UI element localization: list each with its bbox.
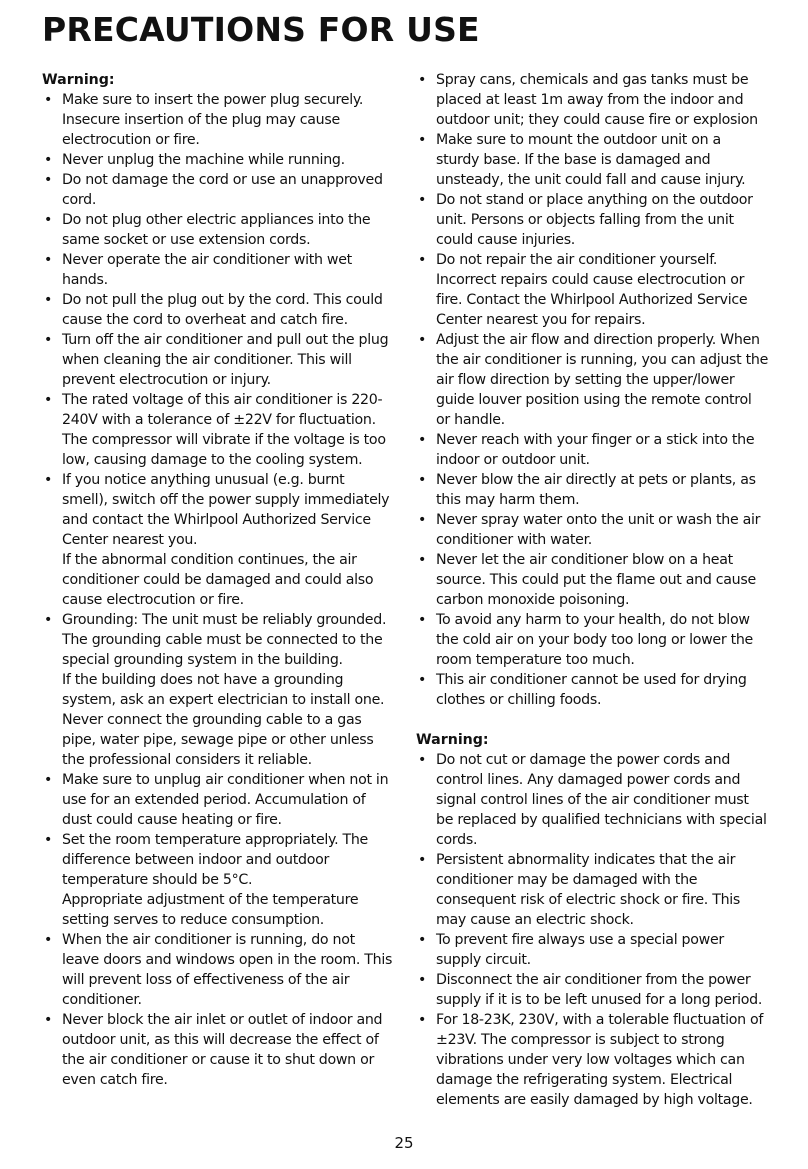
list-item: • Make sure to unplug air conditioner when not in use for an extended period. Accumulation of dust could cause heating or fire. bbox=[42, 770, 394, 830]
list-item: • Do not stand or place anything on the outdoor unit. Persons or objects falling from the unit could cause injuries. bbox=[416, 190, 768, 250]
warning-heading: Warning: bbox=[42, 72, 115, 88]
page-number: 25 bbox=[394, 1134, 414, 1152]
list-item: • Do not repair the air conditioner yourself. Incorrect repairs could cause electrocution or fire. Contact the Whirlpool Authorized Service Center nearest you for repairs. bbox=[416, 250, 768, 330]
list-item: • Adjust the air flow and direction properly. When the air conditioner is running, you can adjust the air flow direction by setting the upper/lower guide louver position using the remote control or handle. bbox=[416, 330, 768, 430]
list-item: • Make sure to insert the power plug securely. Insecure insertion of the plug may cause electrocution or fire. bbox=[42, 90, 394, 150]
list-item: • Set the room temperature appropriately. The difference between indoor and outdoor temperature should be 5°C. Appropriate adjustment of the temperature setting serves to reduce consumption. bbox=[42, 830, 394, 930]
list-item: • Never reach with your finger or a stick into the indoor or outdoor unit. bbox=[416, 430, 768, 470]
list-item: • Spray cans, chemicals and gas tanks must be placed at least 1m away from the indoor and outdoor unit; they could cause fire or explosion bbox=[416, 70, 768, 130]
list-item: • Persistent abnormality indicates that the air conditioner may be damaged with the consequent risk of electric shock or fire. This may cause an electric shock. bbox=[416, 850, 768, 930]
list-item: • For 18-23K, 230V, with a tolerable fluctuation of ±23V. The compressor is subject to strong vibrations under very low voltages which can damage the refrigerating system. Electrical elements are easily damaged by high voltage. bbox=[416, 1010, 768, 1110]
right-column bbox=[416, 70, 768, 1110]
list-item: • Do not pull the plug out by the cord. This could cause the cord to overheat and catch fire. bbox=[42, 290, 394, 330]
list-item: • To prevent fire always use a special power supply circuit. bbox=[416, 930, 768, 970]
list-item: • The rated voltage of this air conditioner is 220-240V with a tolerance of ±22V for fluctuation. The compressor will vibrate if the voltage is too low, causing damage to the cooling system. bbox=[42, 390, 394, 470]
list-item: • Make sure to mount the outdoor unit on a sturdy base. If the base is damaged and unsteady, the unit could fall and cause injury. bbox=[416, 130, 768, 190]
warning-heading: Warning: bbox=[416, 732, 489, 748]
list-item: • When the air conditioner is running, do not leave doors and windows open in the room. This will prevent loss of effectiveness of the air conditioner. bbox=[42, 930, 394, 1010]
list-item: • Never block the air inlet or outlet of indoor and outdoor unit, as this will decrease the effect of the air conditioner or cause it to shut down or even catch fire. bbox=[42, 1010, 394, 1090]
warning-list bbox=[42, 90, 394, 1090]
list-item: • Never operate the air conditioner with wet hands. bbox=[42, 250, 394, 290]
list-item: • Do not plug other electric appliances into the same socket or use extension cords. bbox=[42, 210, 394, 250]
page-title: PRECAUTIONS FOR USE bbox=[42, 10, 480, 49]
list-item: • Turn off the air conditioner and pull out the plug when cleaning the air conditioner. This will prevent electrocution or injury. bbox=[42, 330, 394, 390]
warning-list bbox=[416, 750, 768, 1110]
list-item: • This air conditioner cannot be used for drying clothes or chilling foods. bbox=[416, 670, 768, 710]
list-item: • Do not damage the cord or use an unapproved cord. bbox=[42, 170, 394, 210]
list-item: • Disconnect the air conditioner from the power supply if it is to be left unused for a long period. bbox=[416, 970, 768, 1010]
list-item: • To avoid any harm to your health, do not blow the cold air on your body too long or lower the room temperature too much. bbox=[416, 610, 768, 670]
list-item: • Do not cut or damage the power cords and control lines. Any damaged power cords and signal control lines of the air conditioner must be replaced by qualified technicians with special cords. bbox=[416, 750, 768, 850]
list-item: • Never let the air conditioner blow on a heat source. This could put the flame out and cause carbon monoxide poisoning. bbox=[416, 550, 768, 610]
list-item: • Grounding: The unit must be reliably grounded. The grounding cable must be connected to the special grounding system in the building. If the building does not have a grounding system, ask an expert electrician to install one. Never connect the grounding cable to a gas pipe, water pipe, sewage pipe or other unless the professional considers it reliable. bbox=[42, 610, 394, 770]
list-item: • If you notice anything unusual (e.g. burnt smell), switch off the power supply immediately and contact the Whirlpool Authorized Service Center nearest you. If the abnormal condition continues, the air conditioner could be damaged and could also cause electrocution or fire. bbox=[42, 470, 394, 610]
list-item: • Never unplug the machine while running. bbox=[42, 150, 394, 170]
list-item: • Never blow the air directly at pets or plants, as this may harm them. bbox=[416, 470, 768, 510]
left-column bbox=[42, 70, 394, 1090]
precautions-list bbox=[416, 70, 768, 710]
list-item: • Never spray water onto the unit or wash the air conditioner with water. bbox=[416, 510, 768, 550]
